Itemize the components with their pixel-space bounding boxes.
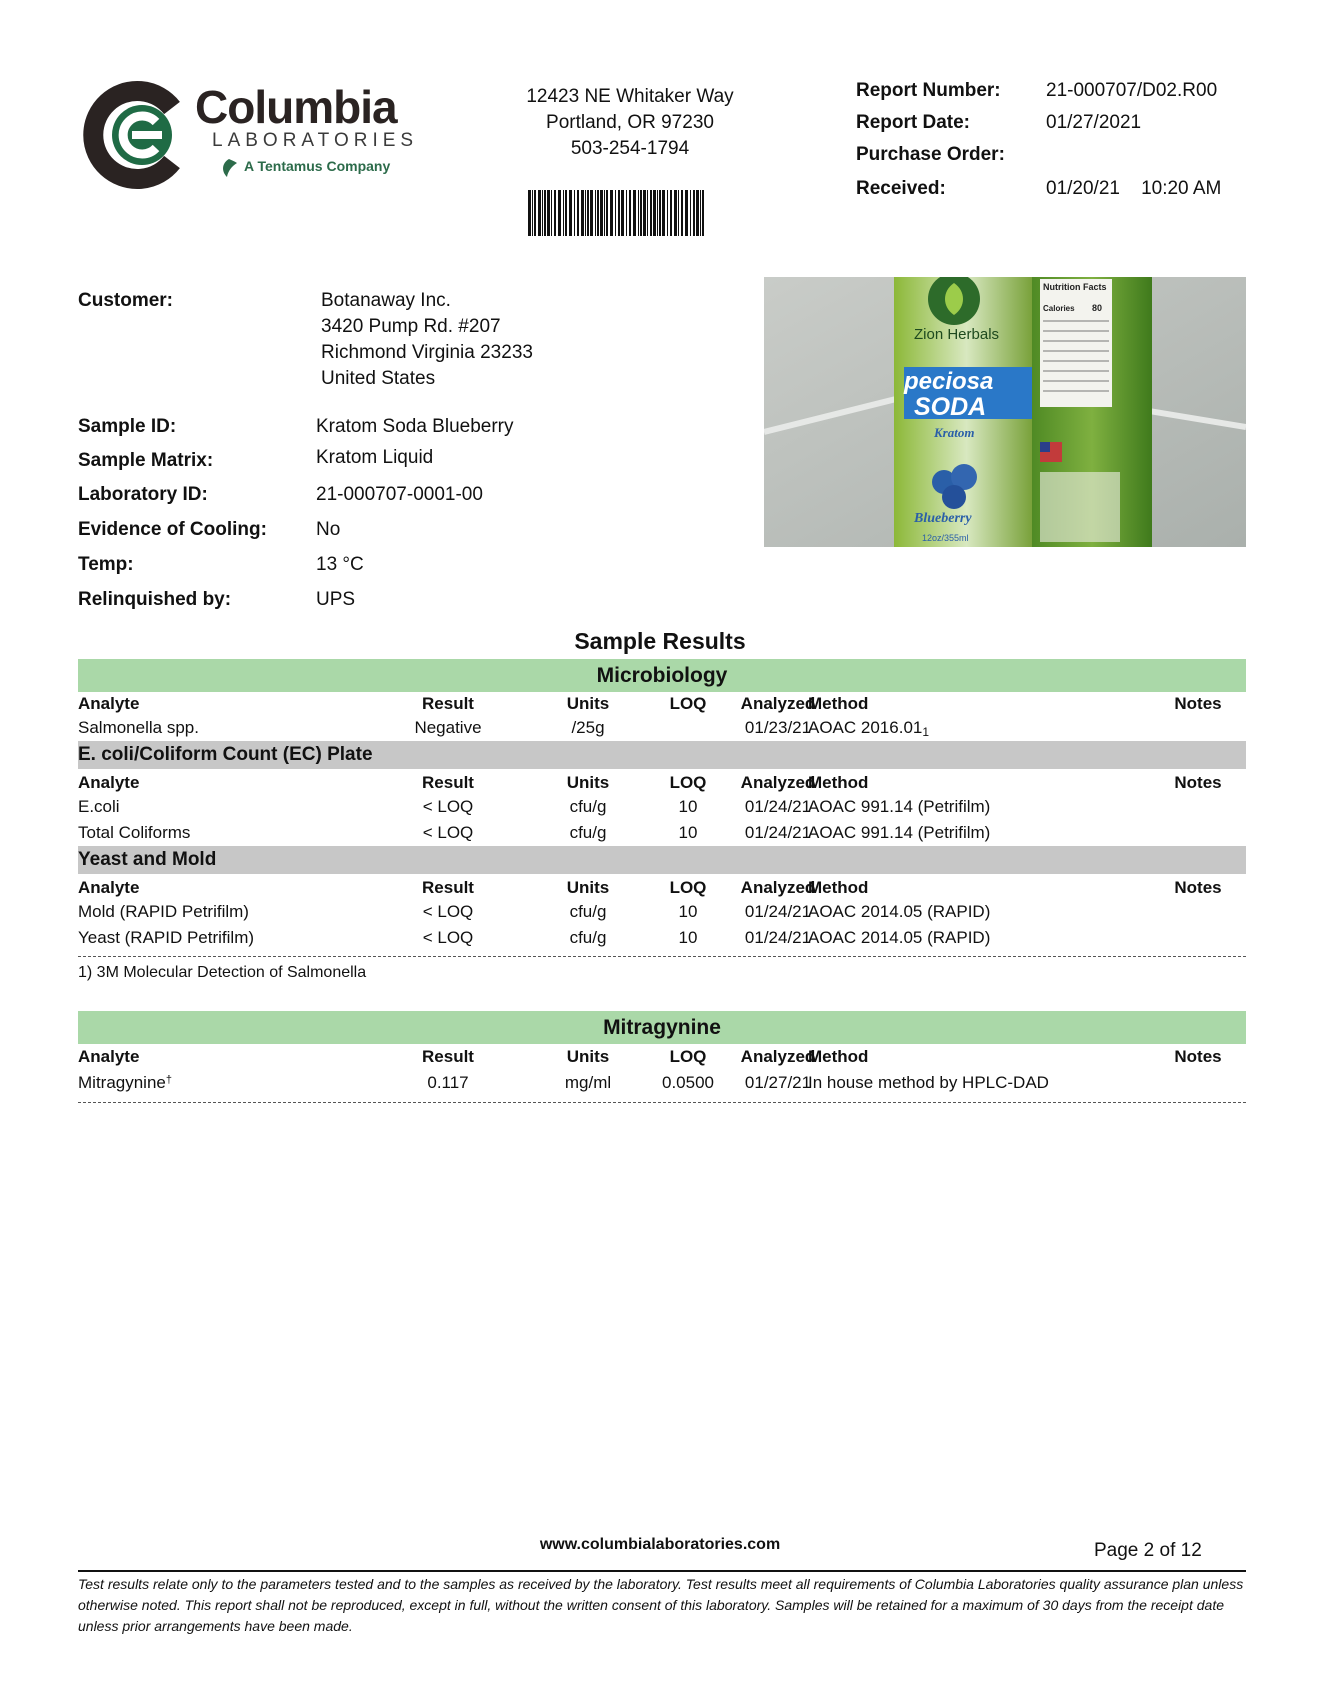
header-notes: Notes: [1174, 1047, 1222, 1066]
received-label: Received:: [856, 178, 946, 199]
cell-analyzed: 01/23/21: [744, 718, 812, 737]
photo-size-text: 12oz/355ml: [922, 533, 969, 543]
sample-photo: [764, 277, 1246, 547]
cell-analyzed: 01/24/21: [744, 902, 812, 921]
cell-units: /25g: [571, 718, 605, 737]
footnote-text: 1) 3M Molecular Detection of Salmonella: [78, 964, 367, 981]
laboratory-id-label: Laboratory ID:: [78, 484, 208, 505]
section-ecoli-coliform: E. coli/Coliform Count (EC) Plate: [78, 741, 1246, 769]
page-number: Page 2 of 12: [1094, 1540, 1202, 1561]
header-result: Result: [422, 773, 474, 792]
header-loq: LOQ: [669, 878, 707, 897]
columbia-c-logo-icon: [80, 78, 192, 190]
header-units: Units: [566, 773, 610, 792]
sample-matrix-label: Sample Matrix:: [78, 450, 214, 471]
footer-divider: [78, 1570, 1246, 1572]
cell-analyzed: 01/24/21: [744, 928, 812, 947]
header-analyte: Analyte: [78, 878, 140, 897]
cell-units: cfu/g: [569, 797, 607, 816]
cell-loq: 10: [678, 823, 698, 842]
cell-result: Negative: [414, 718, 482, 737]
dagger-marker: †: [165, 1074, 172, 1086]
photo-product-line2: SODA: [914, 393, 987, 421]
photo-nutrition-title: Nutrition Facts: [1043, 282, 1107, 292]
header-result: Result: [422, 1047, 474, 1066]
table-header: [78, 694, 1246, 716]
header-result: Result: [422, 694, 474, 713]
cell-analyte: Yeast (RAPID Petrifilm): [78, 928, 255, 947]
company-logo: [80, 78, 420, 196]
report-number-label: Report Number:: [856, 80, 1001, 101]
header-units: Units: [566, 878, 610, 897]
table-header: [78, 878, 1246, 900]
cell-analyzed: 01/24/21: [744, 823, 812, 842]
barcode-icon: [528, 190, 708, 236]
header-analyte: Analyte: [78, 1047, 140, 1066]
header-analyzed: Analyzed: [740, 878, 816, 897]
cell-method: AOAC 2014.05 (RAPID): [808, 928, 991, 947]
header-method: Method: [808, 694, 869, 713]
customer-country: United States: [321, 368, 436, 389]
relinquished-by-label: Relinquished by:: [78, 589, 232, 610]
cell-method: AOAC 2014.05 (RAPID): [808, 902, 991, 921]
table-row: [78, 797, 1246, 819]
header-units: Units: [566, 1047, 610, 1066]
logo-subtitle: LABORATORIES: [212, 130, 419, 151]
report-date: 01/27/2021: [1046, 112, 1142, 133]
header-loq: LOQ: [669, 773, 707, 792]
header-loq: LOQ: [669, 1047, 707, 1066]
table-row: [78, 1073, 1246, 1095]
website-link[interactable]: www.columbialaboratories.com: [539, 1536, 781, 1553]
photo-product-line1: peciosa: [904, 368, 994, 395]
customer-name: Botanaway Inc.: [321, 290, 451, 311]
evidence-of-cooling-label: Evidence of Cooling:: [78, 519, 267, 540]
section-yeast-and-mold: Yeast and Mold: [78, 846, 1246, 874]
table-row: [78, 902, 1246, 924]
header-analyzed: Analyzed: [740, 773, 816, 792]
sample-matrix: Kratom Liquid: [316, 447, 434, 468]
customer-label: Customer:: [78, 290, 174, 311]
cell-analyte: E.coli: [78, 797, 120, 816]
purchase-order-label: Purchase Order:: [856, 144, 1005, 165]
cell-units: cfu/g: [569, 928, 607, 947]
table-header: [78, 773, 1246, 795]
photo-kratom-text: Kratom: [934, 425, 975, 440]
photo-calories: 80: [1092, 303, 1103, 313]
sample-id-label: Sample ID:: [78, 416, 177, 437]
cell-analyte: Total Coliforms: [78, 823, 191, 842]
header-notes: Notes: [1174, 694, 1222, 713]
temp-label: Temp:: [78, 554, 134, 575]
cell-result: < LOQ: [422, 797, 474, 816]
cell-units: cfu/g: [569, 823, 607, 842]
report-number: 21-000707/D02.R00: [1046, 80, 1218, 101]
cell-units: mg/ml: [564, 1073, 612, 1092]
customer-street: 3420 Pump Rd. #207: [321, 316, 501, 337]
received-datetime: 01/20/21 10:20 AM: [1046, 178, 1222, 199]
dashed-divider: [78, 956, 1246, 957]
photo-calories-label: Calories: [1043, 304, 1075, 313]
cell-result: 0.117: [427, 1073, 469, 1092]
header-loq: LOQ: [669, 694, 707, 713]
table-row: [78, 928, 1246, 950]
table-header: [78, 1047, 1246, 1069]
photo-brand-text: Zion Herbals: [914, 326, 1000, 343]
header-method: Method: [808, 773, 869, 792]
header-analyte: Analyte: [78, 773, 140, 792]
cell-loq: 10: [678, 928, 698, 947]
evidence-of-cooling: No: [316, 519, 341, 540]
cell-units: cfu/g: [569, 902, 607, 921]
cell-analyzed: 01/24/21: [744, 797, 812, 816]
header-analyte: Analyte: [78, 694, 140, 713]
cell-method: AOAC 991.14 (Petrifilm): [808, 797, 991, 816]
photo-flavor-text: Blueberry: [914, 511, 972, 526]
product-can-image: [764, 277, 1246, 547]
cell-analyzed: 01/27/21: [744, 1073, 812, 1092]
tentamus-leaf-icon: [218, 157, 240, 179]
header-notes: Notes: [1174, 773, 1222, 792]
cell-result: < LOQ: [422, 902, 474, 921]
cell-analyte: Mold (RAPID Petrifilm): [78, 902, 249, 921]
relinquished-by: UPS: [316, 589, 356, 610]
cell-result: < LOQ: [422, 823, 474, 842]
header-notes: Notes: [1174, 878, 1222, 897]
lab-address: [470, 84, 790, 162]
header-analyzed: Analyzed: [740, 1047, 816, 1066]
header-analyzed: Analyzed: [740, 694, 816, 713]
disclaimer-text: Test results relate only to the parameters tested and to the samples as received by the laboratory. Test results meet all requirements of Columbia Laboratories quality assurance plan unless otherwise noted. This report shall not be reproduced, except in full, without the written consent of this laboratory. Samples will be retained for a maximum of 30 days from the receipt date unless prior arrangements have been made.: [78, 1576, 1244, 1634]
dashed-divider: [78, 1102, 1246, 1103]
laboratory-id: 21-000707-0001-00: [316, 484, 483, 505]
header-method: Method: [808, 1047, 869, 1066]
cell-loq: 0.0500: [662, 1073, 714, 1092]
cell-analyte: Salmonella spp.: [78, 718, 199, 737]
address-street: 12423 NE Whitaker Way: [526, 86, 734, 107]
header-method: Method: [808, 878, 869, 897]
cell-method: AOAC $2016.01_1$: [808, 718, 930, 739]
address-city: Portland, OR 97230: [546, 112, 714, 133]
cell-method: In house method by HPLC-DAD: [808, 1073, 1049, 1092]
table-row: [78, 823, 1246, 845]
sample-results-title: Sample Results: [574, 628, 746, 654]
cell-method: AOAC 991.14 (Petrifilm): [808, 823, 991, 842]
section-microbiology: Microbiology: [78, 659, 1246, 692]
report-date-label: Report Date:: [856, 112, 971, 133]
temp: 13 °C: [316, 554, 364, 575]
logo-wordmark: Columbia: [195, 81, 397, 133]
address-phone: 503-254-1794: [570, 138, 690, 159]
logo-tagline: A Tentamus Company: [220, 158, 390, 174]
sample-id: Kratom Soda Blueberry: [316, 416, 514, 437]
cell-loq: 10: [678, 902, 698, 921]
header-units: Units: [566, 694, 610, 713]
cell-analyte: Mitragynine†: [78, 1073, 172, 1092]
section-mitragynine: Mitragynine: [78, 1011, 1246, 1044]
header-result: Result: [422, 878, 474, 897]
customer-city: Richmond Virginia 23233: [321, 342, 533, 363]
cell-loq: 10: [678, 797, 698, 816]
table-row: [78, 718, 1246, 740]
footnote-marker: 1: [922, 725, 930, 739]
cell-result: < LOQ: [422, 928, 474, 947]
